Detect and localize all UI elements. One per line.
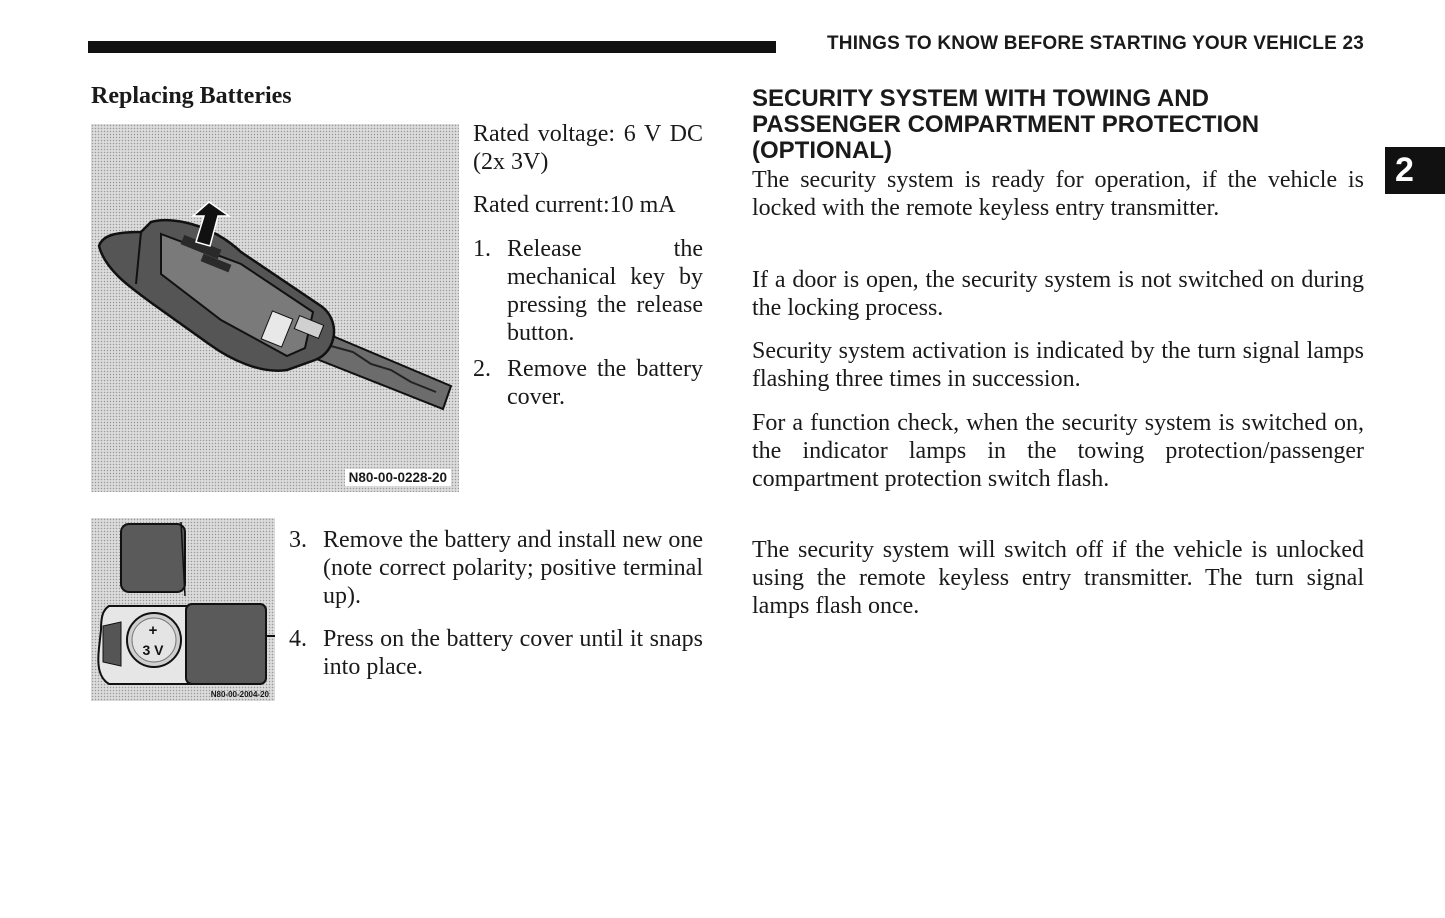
step-number: 4.: [289, 626, 307, 652]
step-text: Remove the battery and install new one (note correct polarity; positive terminal up).: [323, 527, 703, 609]
rated-voltage: Rated voltage: 6 V DC (2x 3V): [473, 121, 703, 175]
list-item: [289, 526, 703, 610]
running-header: THINGS TO KNOW BEFORE STARTING YOUR VEHICLE 23: [826, 33, 1364, 54]
section-title: Replacing Batteries: [91, 83, 292, 109]
step-number: 2.: [473, 356, 491, 382]
key-illustration: [91, 124, 459, 492]
list-item: [473, 235, 703, 347]
section-heading: SECURITY SYSTEM WITH TOWING AND PASSENGER COMPARTMENT PROTECTION (OPTIONAL): [752, 85, 1260, 164]
step-number: 1.: [473, 236, 491, 262]
figure-code: N80-00-0228-20: [345, 469, 451, 486]
step-text: Remove the battery cover.: [507, 356, 703, 410]
step-text: Release the mechanical key by pressing the release button.: [507, 236, 703, 346]
figure-code: N80-00-2004-20: [210, 690, 269, 699]
chapter-tab: 2: [1385, 147, 1445, 194]
paragraph: If a door is open, the security system is not switched on during the locking process.: [752, 267, 1364, 321]
list-item: [289, 625, 703, 681]
paragraph: For a function check, when the security system is switched on, the indicator lamps in the towing protection/passenger compartment protection switch flash.: [752, 410, 1364, 492]
key-release-figure: [91, 124, 459, 492]
battery-voltage: 3 V: [142, 642, 164, 658]
battery-illustration: [91, 518, 275, 701]
battery-figure: [91, 518, 275, 701]
paragraph: Security system activation is indicated by the turn signal lamps flashing three times in succession.: [752, 338, 1364, 392]
paragraph: The security system will switch off if the vehicle is unlocked using the remote keyless entry transmitter. The turn signal lamps flash once.: [752, 537, 1364, 619]
step-text: Press on the battery cover until it snaps into place.: [323, 626, 703, 680]
step-number: 3.: [289, 527, 307, 553]
paragraph: The security system is ready for operation, if the vehicle is locked with the remote keyless entry transmitter.: [752, 167, 1364, 221]
header-rule: [88, 41, 776, 53]
rated-current: Rated current:10 mA: [473, 192, 676, 218]
list-item: [473, 355, 703, 411]
battery-plus: +: [148, 622, 158, 639]
